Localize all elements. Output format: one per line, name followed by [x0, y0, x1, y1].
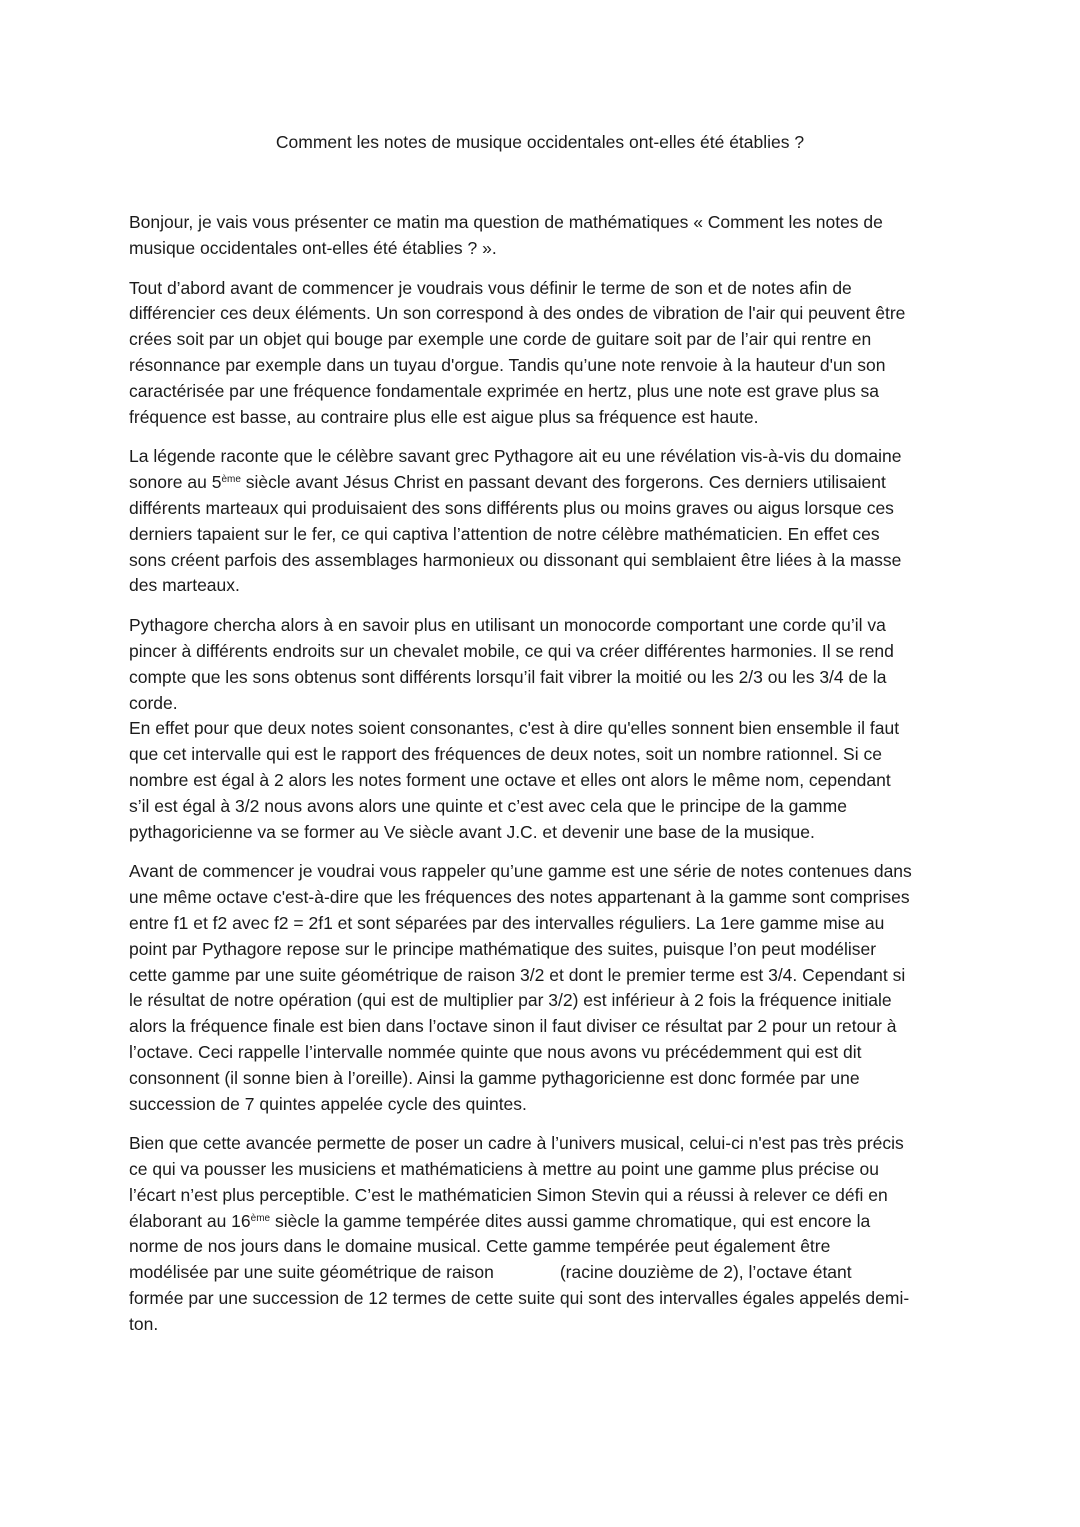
- paragraph-intro: [129, 210, 959, 262]
- text-line: différencier ces deux éléments. Un son correspond à des ondes de vibration de l'air qui peuvent être: [129, 303, 906, 324]
- text-line: des marteaux.: [129, 575, 240, 596]
- text-fragment: sonore au 5: [129, 472, 222, 493]
- text-line: s’il est égal à 3/2 nous avons alors une quinte et c’est avec cela que le principe de la gamme: [129, 795, 847, 816]
- text-line: compte que les sons obtenus sont différents lorsqu’il fait vibrer la moitié ou les 2/3 ou les 3/4 de la: [129, 666, 887, 687]
- text-line: [129, 1209, 959, 1235]
- page-title: Comment les notes de musique occidentales ont-elles été établies ?: [275, 132, 805, 152]
- text-line: Pythagore chercha alors à en savoir plus en utilisant un monocorde comportant une corde qu’il va: [129, 615, 886, 636]
- text-line: nombre est égal à 2 alors les notes forment une octave et elles ont alors le même nom, cependant: [129, 769, 891, 790]
- paragraph-legend: [129, 444, 959, 599]
- superscript: ème: [221, 474, 241, 486]
- text-line: [129, 1260, 959, 1286]
- text-line: ton.: [129, 1313, 159, 1334]
- text-line: l’écart n’est plus perceptible. C’est le mathématicien Simon Stevin qui a réussi à relever ce défi en: [129, 1184, 888, 1205]
- text-line: Bien que cette avancée permette de poser un cadre à l’univers musical, celui-ci n'est pas très précis: [129, 1133, 904, 1154]
- text-line: une même octave c'est-à-dire que les fréquences des notes appartenant à la gamme sont comprises: [129, 887, 910, 908]
- text-line: sons créent parfois des assemblages harmonieux ou dissonant qui semblaient être liées à la masse: [129, 549, 902, 570]
- text-line: Bonjour, je vais vous présenter ce matin ma question de mathématiques « Comment les notes de: [129, 212, 883, 232]
- text-line: Tout d’abord avant de commencer je voudrais vous définir le terme de son et de notes afin de: [129, 277, 852, 298]
- text-line: l’octave. Ceci rappelle l’intervalle nommée quinte que nous avons vu précédemment qui est dit: [129, 1041, 862, 1062]
- text-line: pincer à différents endroits sur un chevalet mobile, ce qui va créer différentes harmonies. Il se rend: [129, 640, 894, 661]
- paragraph-monocorde: [129, 613, 959, 716]
- text-line: norme de nos jours dans le domaine musical. Cette gamme tempérée peut également être: [129, 1236, 831, 1257]
- text-fragment: (racine douzième de 2), l’octave étant: [559, 1262, 852, 1283]
- text-line: formée par une succession de 12 termes de cette suite qui sont des intervalles égales appelés demi-: [129, 1288, 910, 1309]
- text-line: crées soit par un objet qui bouge par exemple une corde de guitare soit par de l’air qui rentre en: [129, 329, 872, 350]
- text-fragment: siècle avant Jésus Christ en passant devant des forgerons. Ces derniers utilisaient: [240, 472, 886, 493]
- superscript: ème: [250, 1212, 271, 1224]
- text-line: Avant de commencer je voudrai vous rappeler qu’une gamme est une série de notes contenues dans: [129, 861, 912, 882]
- paragraph-consonance: [129, 716, 959, 845]
- text-line: succession de 7 quintes appelée cycle des quintes.: [129, 1093, 527, 1114]
- text-line: [129, 470, 959, 496]
- text-line: point par Pythagore repose sur le principe mathématique des suites, puisque l’on peut modéliser: [129, 938, 877, 959]
- text-line: entre f1 et f2 avec f2 = 2f1 et sont séparées par des intervalles réguliers. La 1ere gamme mise au: [129, 912, 885, 933]
- text-fragment: siècle la gamme tempérée dites aussi gamme chromatique, qui est encore la: [270, 1210, 871, 1231]
- text-line: alors la fréquence finale est bien dans l’octave sinon il faut diviser ce résultat par 2 pour un retour à: [129, 1016, 897, 1037]
- text-line: résonnance par exemple dans un tuyau d'orgue. Tandis qu’une note renvoie à la hauteur d'un son: [129, 354, 886, 375]
- paragraph-temperee: [129, 1131, 959, 1337]
- text-line: cette gamme par une suite géométrique de raison 3/2 et dont le premier terme est 3/4. Cependant si: [129, 964, 906, 985]
- text-line: fréquence est basse, au contraire plus elle est aigue plus sa fréquence est haute.: [129, 406, 759, 427]
- text-line: ce qui va pousser les musiciens et mathématiciens à mettre au point une gamme plus précise ou: [129, 1159, 879, 1180]
- text-line: derniers tapaient sur le fer, ce qui captiva l’attention de notre célèbre mathématicien. En effet ces: [129, 523, 880, 544]
- text-line: corde.: [129, 692, 178, 713]
- document-body: [129, 210, 959, 1352]
- paragraph-gamme: [129, 859, 959, 1117]
- paragraph-definitions: [129, 276, 959, 431]
- text-fragment: élaborant au 16: [129, 1210, 251, 1231]
- text-line: La légende raconte que le célèbre savant grec Pythagore ait eu une révélation vis-à-vis du domaine: [129, 446, 902, 467]
- text-line: musique occidentales ont-elles été établies ? ».: [129, 237, 497, 258]
- text-line: différents marteaux qui produisaient des sons différents plus ou moins graves ou aigus lorsque ces: [129, 497, 894, 518]
- text-fragment: modélisée par une suite géométrique de raison: [129, 1262, 494, 1283]
- text-line: En effet pour que deux notes soient consonantes, c'est à dire qu'elles sonnent bien ensemble il faut: [129, 718, 900, 739]
- text-line: pythagoricienne va se former au Ve siècle avant J.C. et devenir une base de la musique.: [129, 821, 815, 842]
- text-line: le résultat de notre opération (qui est de multiplier par 3/2) est inférieur à 2 fois la fréquence initiale: [129, 990, 892, 1011]
- text-line: que cet intervalle qui est le rapport des fréquences de deux notes, soit un nombre rationnel. Si ce: [129, 744, 882, 765]
- text-line: consonnent (il sonne bien à l’oreille). Ainsi la gamme pythagoricienne est donc formée par une: [129, 1067, 860, 1088]
- text-line: caractérisée par une fréquence fondamentale exprimée en hertz, plus une note est grave plus sa: [129, 380, 880, 401]
